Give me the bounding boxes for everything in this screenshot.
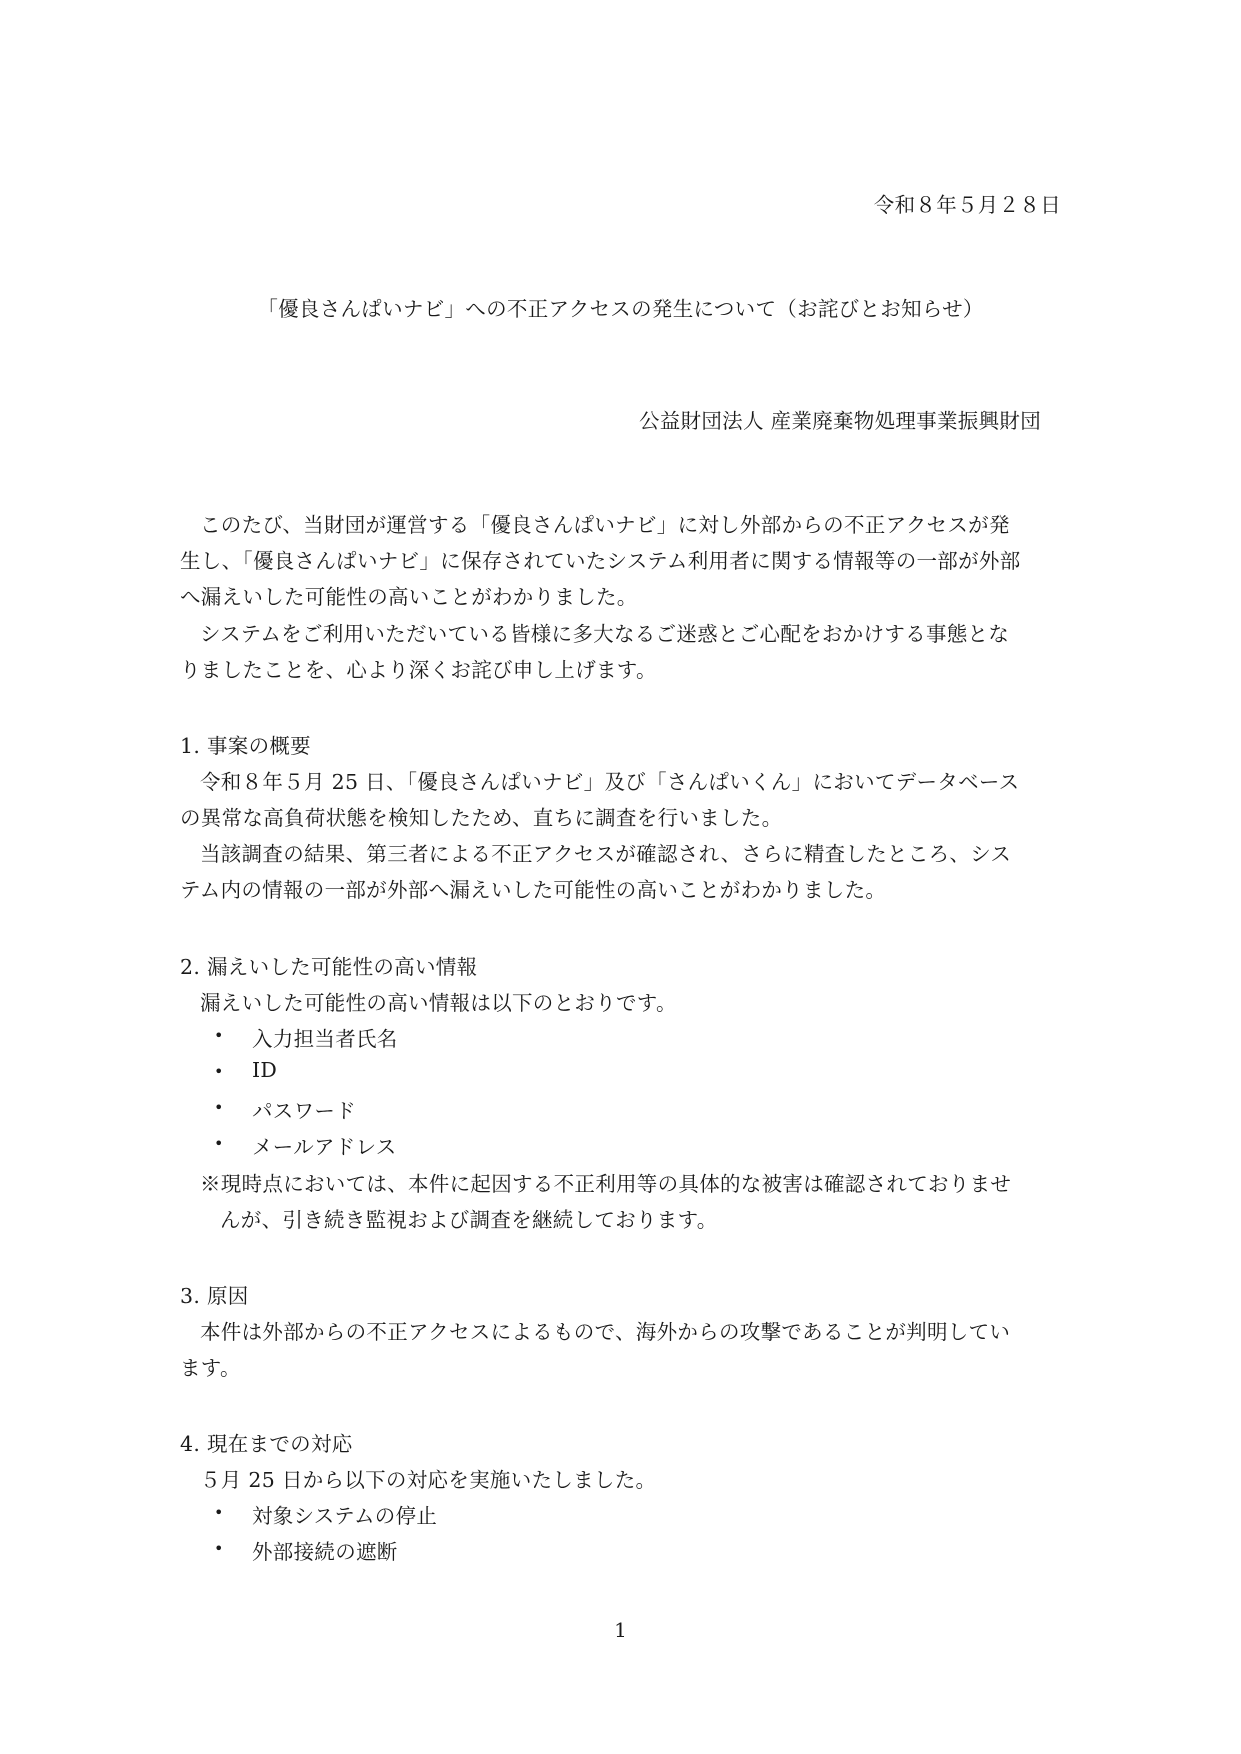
section-line: 本件は外部からの不正アクセスによるもので、海外からの攻撃であることが判明してい	[200, 1320, 1011, 1344]
bullet-icon: •	[214, 1539, 224, 1558]
intro-line: このたび、当財団が運営する「優良さんぱいナビ」に対し外部からの不正アクセスが発	[200, 513, 1010, 537]
section-line: の異常な高負荷状態を検知したため、直ちに調査を行いました。	[180, 806, 783, 830]
section-intro: ５月 25 日から以下の対応を実施いたしました。	[200, 1468, 657, 1492]
bullet-icon: •	[214, 1026, 224, 1045]
bullet-icon: •	[214, 1503, 224, 1522]
bullet-icon: •	[214, 1134, 224, 1153]
section-heading: 4. 現在までの対応	[180, 1432, 353, 1456]
section-heading: 3. 原因	[180, 1284, 249, 1308]
intro-line: システムをご利用いただいている皆様に多大なるご迷惑とご心配をおかけする事態とな	[200, 622, 1010, 646]
list-item: 外部接続の遮断	[252, 1540, 398, 1564]
section-heading: 2. 漏えいした可能性の高い情報	[180, 955, 478, 979]
section-line: テム内の情報の一部が外部へ漏えいした可能性の高いことがわかりました。	[180, 878, 887, 902]
page-number: 1	[614, 1618, 627, 1642]
bullet-icon: •	[214, 1098, 224, 1117]
list-item: メールアドレス	[252, 1135, 397, 1159]
document-date: 令和８年５月２８日	[873, 193, 1061, 217]
intro-line: りましたことを、心より深くお詫び申し上げます。	[180, 658, 657, 682]
list-item: パスワード	[252, 1099, 356, 1123]
list-item: 入力担当者氏名	[252, 1027, 398, 1051]
bullet-icon: •	[214, 1062, 224, 1081]
intro-line: へ漏えいした可能性の高いことがわかりました。	[180, 585, 638, 609]
intro-line: 生し、「優良さんぱいナビ」に保存されていたシステム利用者に関する情報等の一部が外部	[180, 549, 1021, 573]
issuing-organization: 公益財団法人 産業廃棄物処理事業振興財団	[638, 409, 1041, 433]
list-item: 対象システムの停止	[252, 1504, 438, 1528]
note-line: ※現時点においては、本件に起因する不正利用等の具体的な被害は確認されておりませ	[200, 1172, 1012, 1196]
section-line: 令和８年５月 25 日、「優良さんぱいナビ」及び「さんぱいくん」においてデータベース	[200, 770, 1020, 794]
list-item: ID	[252, 1058, 278, 1082]
note-line: んが、引き続き監視および調査を継続しております。	[220, 1208, 718, 1232]
section-intro: 漏えいした可能性の高い情報は以下のとおりです。	[200, 991, 677, 1015]
section-line: ます。	[180, 1356, 241, 1380]
section-line: 当該調査の結果、第三者による不正アクセスが確認され、さらに精査したところ、シス	[200, 842, 1012, 866]
document-title: 「優良さんぱいナビ」への不正アクセスの発生について（お詫びとお知らせ）	[257, 297, 984, 321]
section-heading: 1. 事案の概要	[180, 734, 311, 758]
